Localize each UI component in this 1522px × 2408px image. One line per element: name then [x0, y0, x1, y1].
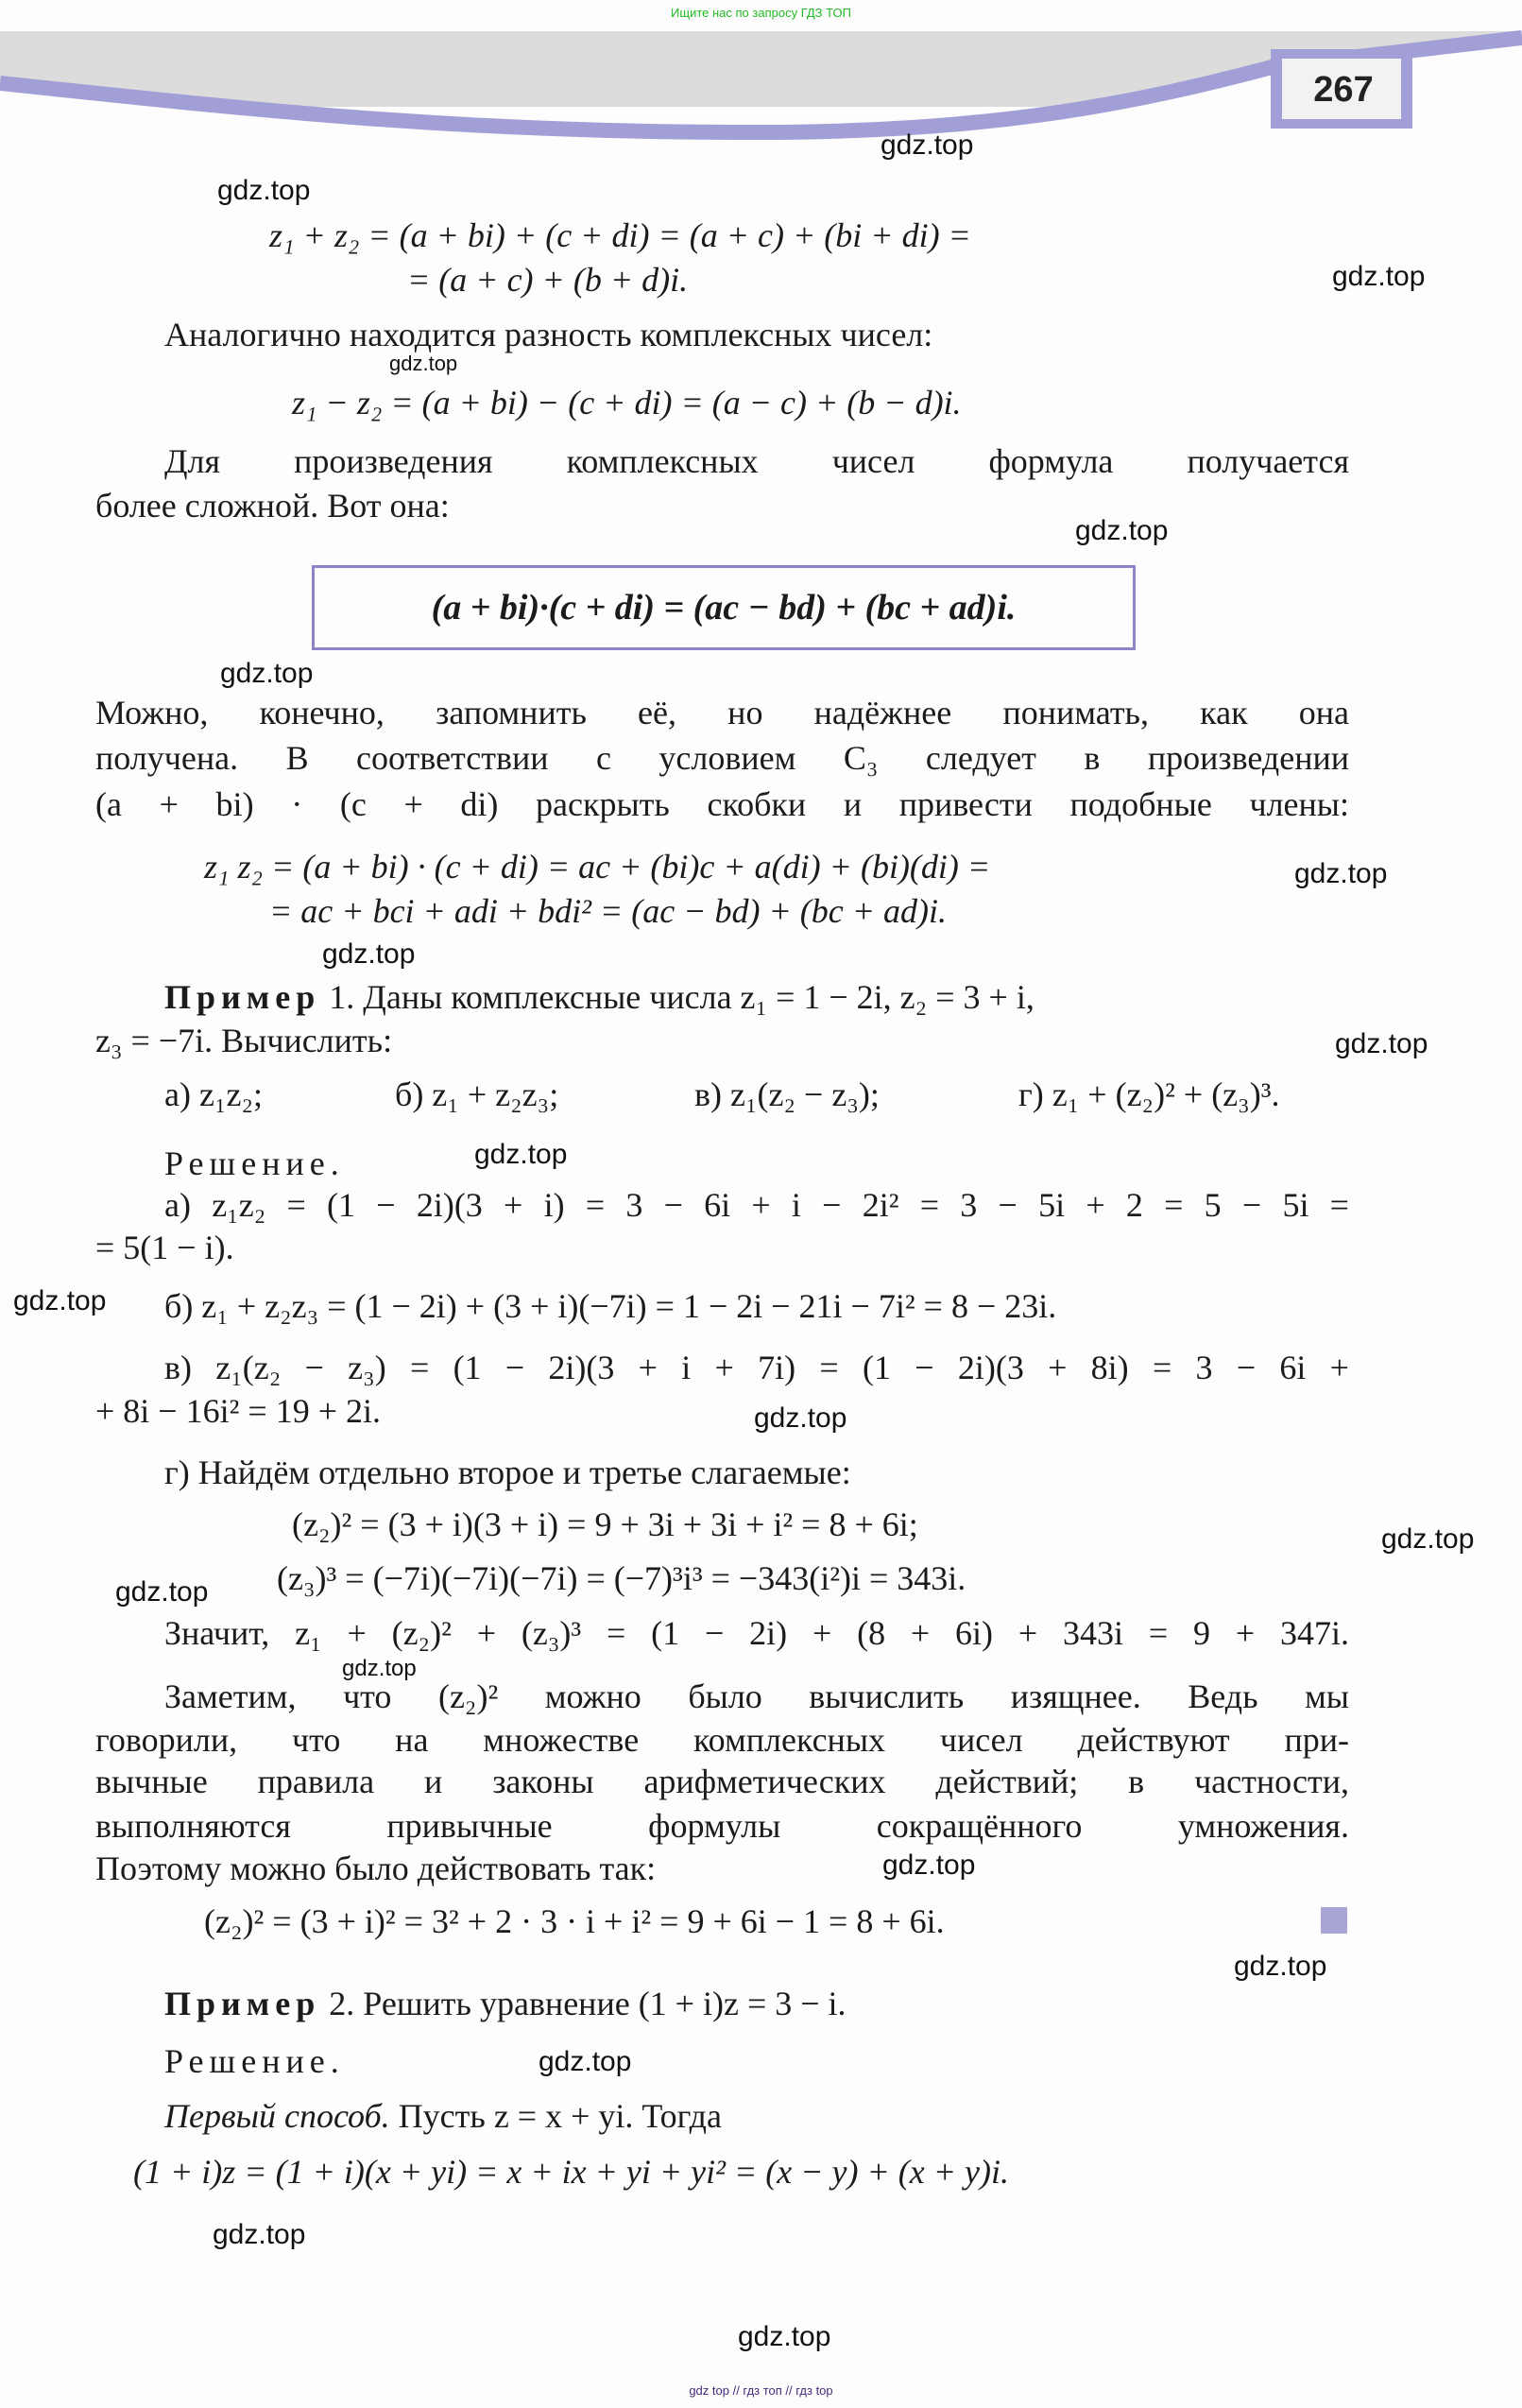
watermark: gdz.top	[389, 352, 458, 375]
text-line: Можно, конечно, запомнить её, но надёжнее понимать, как она	[95, 694, 1349, 731]
task-v: в) z₁(z₂ − z₃);	[694, 1075, 880, 1113]
text-line: (1 + i)z = (1 + i)(x + yi) = x + ix + yi + yi² = (x − y) + (x + y)i.	[133, 2153, 1009, 2191]
page-number: 267	[1313, 70, 1374, 110]
task-b: б) z₁ + z₂z₃;	[395, 1075, 559, 1113]
method-text: Пусть z = x + yi. Тогда	[398, 2097, 722, 2135]
task-g: г) z₁ + (z₂)² + (z₃)³.	[1018, 1075, 1280, 1113]
watermark: gdz.top	[1381, 1523, 1475, 1555]
example-label: Пример	[164, 978, 321, 1016]
example-label: Пример	[164, 1985, 321, 2022]
task-a: а) z₁z₂;	[164, 1075, 264, 1113]
text-line: Для произведения комплексных чисел формула получается	[164, 442, 1349, 480]
watermark: gdz.top	[1075, 515, 1169, 546]
text-line: Значит, z₁ + (z₂)² + (z₃)³ = (1 − 2i) + (8 + 6i) + 343i = 9 + 347i.	[164, 1614, 1349, 1652]
watermark: gdz.top	[13, 1285, 107, 1316]
text-line: z₁ z₂ = (a + bi) · (c + di) = ac + (bi)c + a(di) + (bi)(di) =	[204, 848, 991, 886]
text-line: а) z₁z₂ = (1 − 2i)(3 + i) = 3 − 6i + i − 2i² = 3 − 5i + 2 = 5 − 5i =	[164, 1186, 1349, 1224]
top-banner[interactable]: Ищите нас по запросу ГДЗ ТОП	[671, 6, 851, 20]
watermark: gdz.top	[754, 1402, 847, 1434]
example-text: 2. Решить уравнение (1 + i)z = 3 − i.	[329, 1985, 847, 2022]
text-line: (a + bi) · (c + di) раскрыть скобки и привести подобные члены:	[95, 785, 1349, 823]
solution-heading: Решение.	[164, 2042, 345, 2080]
text-line: (z₂)² = (3 + i)(3 + i) = 9 + 3i + 3i + i² = 8 + 6i;	[292, 1505, 918, 1543]
example-2-heading	[164, 1981, 847, 2026]
text-line: вычные правила и законы арифметических действий; в частности,	[95, 1763, 1349, 1800]
watermark: gdz.top	[1332, 261, 1426, 292]
watermark: gdz.top	[342, 1656, 417, 1681]
text-line: более сложной. Вот она:	[95, 487, 450, 525]
text-line: z₃ = −7i. Вычислить:	[95, 1022, 393, 1059]
text-line: = ac + bci + adi + bdi² = (ac − bd) + (bc + ad)i.	[269, 892, 948, 930]
multiplication-formula-box: (a + bi)·(c + di) = (ac − bd) + (bc + ad)i.	[312, 565, 1136, 650]
solution-heading: Решение.	[164, 1144, 345, 1182]
text-line: (z₂)² = (3 + i)² = 3² + 2 · 3 · i + i² = 9 + 6i − 1 = 8 + 6i.	[204, 1902, 945, 1940]
example-text: 1. Даны комплексные числа z₁ = 1 − 2i, z₂ = 3 + i,	[329, 978, 1035, 1016]
watermark: gdz.top	[738, 2321, 831, 2352]
text-line: б) z₁ + z₂z₃ = (1 − 2i) + (3 + i)(−7i) = 1 − 2i − 21i − 7i² = 8 − 23i.	[164, 1287, 1057, 1325]
text-line: = (a + c) + (b + d)i.	[407, 261, 689, 299]
text-line: (z₃)³ = (−7i)(−7i)(−7i) = (−7)³i³ = −343(i²)i = 343i.	[277, 1559, 966, 1597]
watermark: gdz.top	[1234, 1951, 1327, 1982]
text-line: Аналогично находится разность комплексных чисел:	[164, 316, 933, 353]
text-line: = 5(1 − i).	[95, 1229, 234, 1266]
watermark: gdz.top	[1335, 1028, 1428, 1059]
text-line: Поэтому можно было действовать так:	[95, 1849, 657, 1887]
watermark: gdz.top	[1294, 858, 1388, 889]
example-1-heading	[164, 974, 1035, 1020]
text-line	[164, 2093, 722, 2139]
text-line: Заметим, что (z₂)² можно было вычислить изящнее. Ведь мы	[164, 1677, 1349, 1715]
watermark: gdz.top	[882, 1849, 976, 1881]
watermark: gdz.top	[115, 1576, 209, 1608]
watermark: gdz.top	[474, 1139, 568, 1170]
watermark: gdz.top	[217, 175, 311, 206]
text-line: получена. В соответствии с условием C₃ следует в произведении	[95, 739, 1349, 777]
text-line: в) z₁(z₂ − z₃) = (1 − 2i)(3 + i + 7i) = (1 − 2i)(3 + 8i) = 3 − 6i +	[164, 1349, 1349, 1386]
method-label: Первый способ.	[164, 2097, 390, 2135]
watermark: gdz.top	[881, 129, 974, 161]
text-line: z₁ − z₂ = (a + bi) − (c + di) = (a − c) + (b − d)i.	[292, 384, 962, 421]
watermark: gdz.top	[322, 938, 416, 970]
text-line: + 8i − 16i² = 19 + 2i.	[95, 1392, 382, 1430]
watermark: gdz.top	[539, 2046, 632, 2077]
text-line: z₁ + z₂ = (a + bi) + (c + di) = (a + c) + (bi + di) =	[269, 216, 971, 254]
watermark: gdz.top	[213, 2219, 306, 2250]
text-line: г) Найдём отдельно второе и третье слагаемые:	[164, 1453, 851, 1491]
text-line: выполняются привычные формулы сокращённого умножения.	[95, 1807, 1349, 1845]
text-line: говорили, что на множестве комплексных чисел действуют при-	[95, 1721, 1349, 1759]
footer-links[interactable]: gdz top // гдз топ // гдз top	[689, 2383, 833, 2398]
end-of-example-marker	[1321, 1907, 1347, 1934]
watermark: gdz.top	[220, 658, 314, 689]
